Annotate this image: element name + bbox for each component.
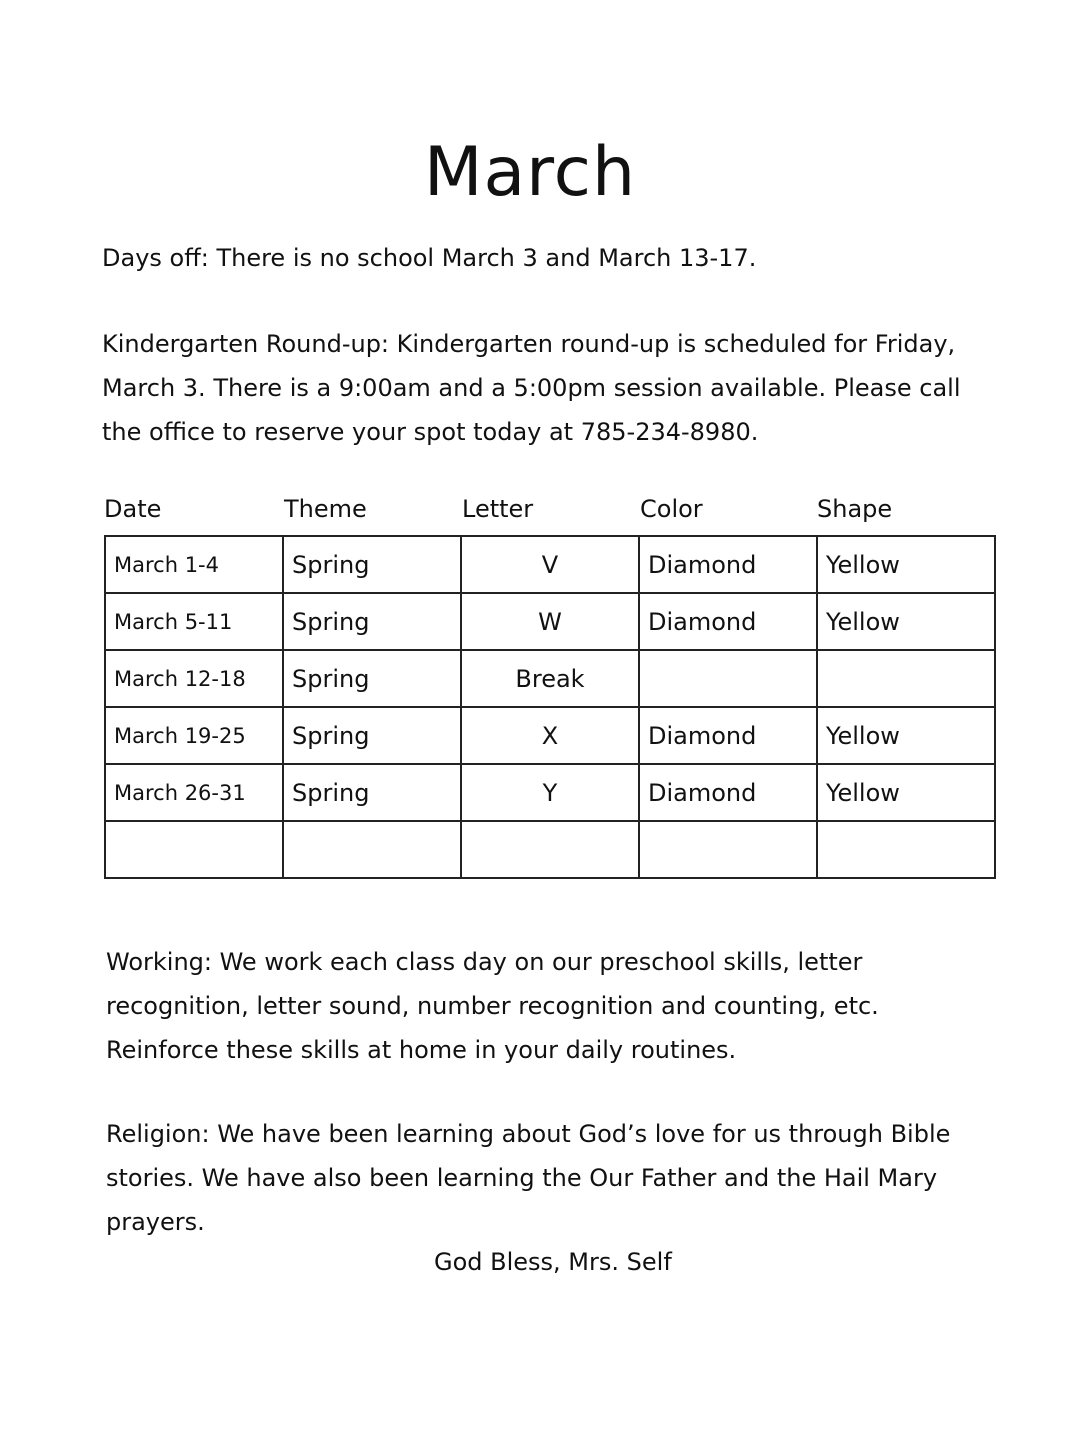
color-cell — [639, 821, 817, 878]
header-shape: Shape — [817, 495, 893, 523]
shape-cell: Yellow — [817, 707, 995, 764]
table-row — [105, 821, 995, 878]
shape-cell — [817, 650, 995, 707]
page-title: March — [423, 133, 637, 212]
working-line: Reinforce these skills at home in your daily routines. — [106, 1036, 737, 1064]
letter-cell: Y — [461, 764, 639, 821]
date-cell: March 12-18 — [105, 650, 283, 707]
letter-cell: Break — [461, 650, 639, 707]
theme-cell: Spring — [283, 764, 461, 821]
schedule-headers — [0, 495, 1078, 535]
table-row — [105, 593, 995, 650]
letter-cell: X — [461, 707, 639, 764]
date-cell: March 1-4 — [105, 536, 283, 593]
color-cell: Diamond — [639, 593, 817, 650]
header-date: Date — [104, 495, 162, 523]
working-paragraph — [106, 940, 1016, 1072]
theme-cell: Spring — [283, 593, 461, 650]
color-cell: Diamond — [639, 764, 817, 821]
religion-line: stories. We have also been learning the Our Father and the Hail Mary — [106, 1164, 938, 1192]
date-cell: March 5-11 — [105, 593, 283, 650]
header-theme: Theme — [284, 495, 367, 523]
kindergarten-line: March 3. There is a 9:00am and a 5:00pm session available. Please call — [102, 374, 961, 402]
header-color: Color — [640, 495, 703, 523]
theme-cell: Spring — [283, 536, 461, 593]
table-row — [105, 707, 995, 764]
shape-cell: Yellow — [817, 536, 995, 593]
kindergarten-roundup-paragraph — [102, 322, 1012, 454]
color-cell: Diamond — [639, 707, 817, 764]
kindergarten-line: the office to reserve your spot today at 785-234-8980. — [102, 418, 759, 446]
theme-cell — [283, 821, 461, 878]
date-cell — [105, 821, 283, 878]
letter-cell — [461, 821, 639, 878]
kindergarten-line: Kindergarten Round-up: Kindergarten round-up is scheduled for Friday, — [102, 330, 956, 358]
days-off-line: Days off: There is no school March 3 and March 13-17. — [102, 244, 757, 272]
color-cell: Diamond — [639, 536, 817, 593]
header-letter: Letter — [462, 495, 534, 523]
date-cell: March 19-25 — [105, 707, 283, 764]
working-line: recognition, letter sound, number recognition and counting, etc. — [106, 992, 879, 1020]
shape-cell: Yellow — [817, 764, 995, 821]
color-cell — [639, 650, 817, 707]
date-cell: March 26-31 — [105, 764, 283, 821]
table-row — [105, 650, 995, 707]
religion-paragraph — [106, 1112, 1016, 1244]
religion-line: Religion: We have been learning about God’s love for us through Bible — [106, 1120, 951, 1148]
theme-cell: Spring — [283, 707, 461, 764]
letter-cell: W — [461, 593, 639, 650]
shape-cell: Yellow — [817, 593, 995, 650]
table-row — [105, 536, 995, 593]
religion-line: prayers. — [106, 1208, 205, 1236]
theme-cell: Spring — [283, 650, 461, 707]
signoff: God Bless, Mrs. Self — [434, 1248, 672, 1276]
letter-cell: V — [461, 536, 639, 593]
days-off-paragraph — [102, 236, 1012, 280]
shape-cell — [817, 821, 995, 878]
working-line: Working: We work each class day on our preschool skills, letter — [106, 948, 863, 976]
table-row — [105, 764, 995, 821]
schedule-table — [104, 535, 996, 879]
